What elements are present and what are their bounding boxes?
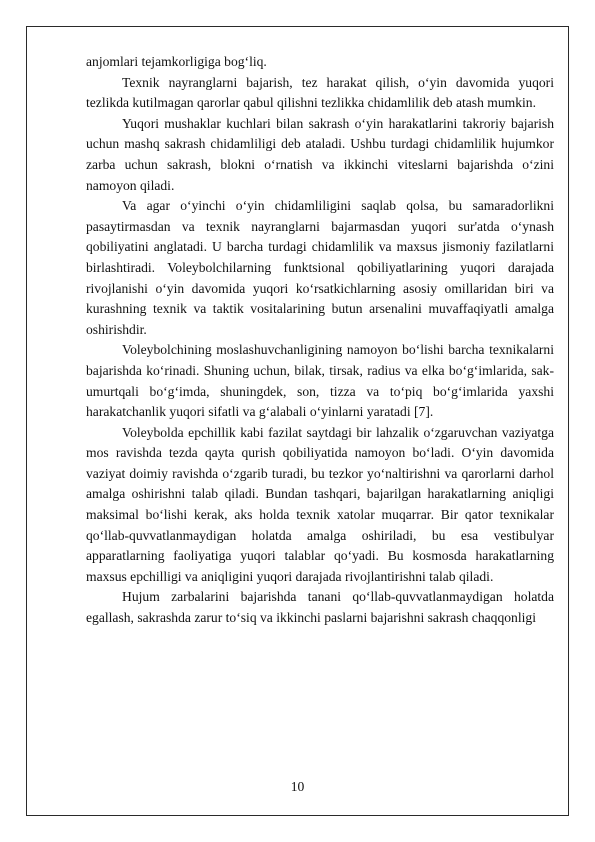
- paragraph: Texnik nayranglarni bajarish, tez harakat qilish, o‘yin davomida yuqori tezlikda kutilmagan qarorlar qabul qilishni tezlikka chidamlilik deb atash mumkin.: [86, 74, 554, 111]
- paragraph: Hujum zarbalarini bajarishda tanani qo‘llab-quvvatlanmaydigan holatda egallash, sakrashda zarur to‘siq va ikkinchi paslarni bajarishni sakrash chaqqonligi: [86, 589, 554, 626]
- paragraph: Voleybolchining moslashuvchanligining namoyon bo‘lishi barcha texnikalarni bajarishda ko‘rinadi. Shuning uchun, bilak, tirsak, radius va elka bo‘g‘imlarida, sak-umurtqali bo‘g‘imda, shuningdek, son, tizza va to‘piq bo‘g‘imlarida yaxshi harakatchanlik yuqori sifatli va g‘alabali o‘yinlarni yaratadi [7].: [86, 342, 554, 420]
- paragraph: Va agar o‘yinchi o‘yin chidamliligini saqlab qolsa, bu samaradorlikni pasaytirmasdan va texnik nayranglarni bajarmasdan yuqori sur'atda o‘ynash qobiliyatini anglatadi. U barcha turdagi chidamlilik va maxsus jismoniy fazilatlarni birlashtiradi. Voleybolchilarning funktsional qobiliyatlarining yuqori darajada rivojlanishi o‘yin davomida yuqori ko‘rsatkichlarning asosiy omillaridan biri va kurashning texnik va taktik vositalarining butun arsenalini muvaffaqiyatli amalga oshirishdir.: [86, 198, 554, 337]
- page-number: 10: [290, 779, 305, 794]
- paragraph: Voleybolda epchillik kabi fazilat saytdagi bir lahzalik o‘zgaruvchan vaziyatga mos ravishda tezda qayta qurish qobiliyatida namoyon bo‘ladi. O‘yin davomida vaziyat doimiy ravishda o‘zgarib turadi, bu tezkor yo‘naltirishni va qarorlarni darhol amalga oshirishni talab qiladi. Bundan tashqari, bajarilgan harakatlarning aniqligi maksimal bo‘lishi kerak, aks holda texnik xatolar muqarrar. Bir qator texnikalar qo‘llab-quvvatlanmaydigan holatda amalga oshiriladi, bu esa vestibulyar apparatlarning faoliyatiga yuqori talablar qo‘yadi. Bu kosmosda harakatlarning maxsus epchilligi va aniqligini yuqori darajada rivojlantirishni talab qiladi.: [86, 424, 554, 584]
- paragraph-continuation: anjomlari tejamkorligiga bog‘liq.: [86, 54, 267, 69]
- paragraph: Yuqori mushaklar kuchlari bilan sakrash o‘yin harakatlarini takroriy bajarish uchun mashq sakrash chidamliligi deb ataladi. Ushbu turdagi chidamlilik hujumkor zarba uchun sakrash, blokni o‘rnatish va ikkinchi viteslarni bajarishda o‘zini namoyon qiladi.: [86, 115, 554, 193]
- document-body: [86, 52, 554, 629]
